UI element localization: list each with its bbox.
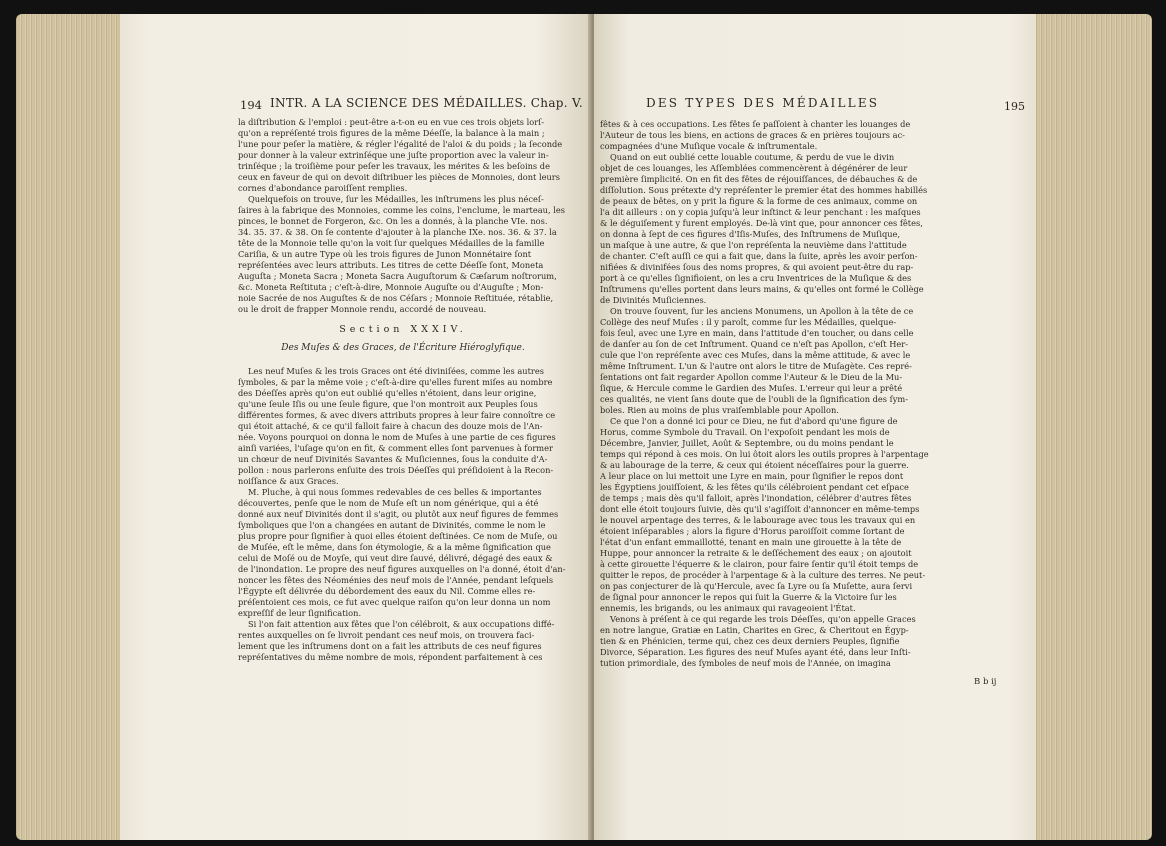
text-line: objet de ces louanges, les Aſſemblées commencèrent à dégénérer de leur (600, 163, 908, 173)
text-line: Ce que l'on a donné ici pour ce Dieu, ne fut d'abord qu'une figure de (610, 416, 898, 426)
text-line: M. Pluche, à qui nous ſommes redevables de ces belles & importantes (248, 487, 542, 497)
paragraph (600, 152, 1016, 306)
left-page (120, 14, 592, 840)
running-title: INTR. A LA SCIENCE DES MÉDAILLES. Chap. V. (270, 96, 583, 110)
paragraph (238, 366, 568, 487)
text-line: pollon : nous parlerons enſuite des trois Déeſſes qui préſidoient à la Recon- (238, 465, 554, 475)
text-line: Venons à préſent à ce qui regarde les trois Déeſſes, qu'on appelle Graces (610, 614, 916, 624)
text-line: de l'inondation. Le propre des neuf figures auxquelles on l'a donné, étoit d'an- (238, 564, 566, 574)
text-line: lement que les inſtrumens dont on a fait les attributs de ces neuf figures (238, 641, 542, 651)
paragraph (238, 117, 568, 194)
paragraph (238, 487, 568, 619)
text-line: un chœur de neuf Divinités Savantes & Muſiciennes, ſous la conduite d'A- (238, 454, 548, 464)
text-line: Huppe, pour annoncer la retraite & le deſſéchement des eaux ; on ajoutoit (600, 548, 912, 558)
text-line: Collège des neuf Muſes : il y paroît, comme ſur les Médailles, quelque- (600, 317, 897, 327)
text-line: A leur place on lui mettoit une Lyre en main, pour ſignifier le repos dont (600, 471, 904, 481)
paragraph (600, 614, 1016, 669)
text-line: Inſtrumens qu'elles portent dans leurs mains, & qu'elles ont formé le Collège (600, 284, 924, 294)
section-subtitle: Des Muſes & des Graces, de l'Écriture Hiéroglyfique. (281, 343, 525, 353)
text-line: & au labourage de la terre, & ceux qui étoient néceſſaires pour la guerre. (600, 460, 909, 470)
text-line: l'une pour peſer la matière, & régler l'égalité de l'aloi & du poids ; la ſeconde (238, 139, 563, 149)
text-line: ces qualités, ne vient ſans doute que de l'oubli de la ſignification des ſym- (600, 394, 908, 404)
text-line: Horus, comme Symbole du Travail. On l'expoſoit pendant les mois de (600, 427, 890, 437)
text-line: ſentations ont fait regarder Apollon comme l'Auteur & le Dieu de la Mu- (600, 372, 903, 382)
text-line: port à ce qu'elles ſignifioient, on les a cru Inventrices de la Muſique & des (600, 273, 912, 283)
text-line: de ſignal pour annoncer le repos qui ſuit la Guerre & la Victoire ſur les (600, 592, 897, 602)
text-line: un maſque à une autre, & que l'on repréſenta la neuvième dans l'attitude (600, 240, 907, 250)
text-line: Si l'on fait attention aux fêtes que l'on célébroit, & aux occupations diffé- (248, 619, 555, 629)
text-line: Quelquefois on trouve, ſur les Médailles, les inſtrumens les plus néceſ- (248, 194, 544, 204)
text-line: On trouve ſouvent, ſur les anciens Monumens, un Apollon à la tête de ce (610, 306, 914, 316)
text-line: Divorce, Séparation. Les figures des neuf Muſes ayant été, dans leur Inſti- (600, 647, 911, 657)
text-line: 34. 35. 37. & 38. On ſe contente d'ajouter à la planche IXe. nos. 36. & 37. la (238, 227, 557, 237)
text-line: des Déeſſes après qu'on eut oublié qu'elles n'étoient, dans leur origine, (238, 388, 537, 398)
text-line: noiſſance & aux Graces. (238, 476, 339, 486)
text-line: ceux en faveur de qui on devoit diſtribuer les pièces de Monnoies, dont leurs (238, 172, 560, 182)
text-line: compagnées d'une Muſique vocale & inſtrumentale. (600, 141, 818, 151)
left-text-column (238, 117, 568, 663)
right-text-column (600, 119, 1016, 669)
text-line: en notre langue, Gratiæ en Latin, Charites en Grec, & Cheritout en Égyp- (600, 625, 909, 635)
text-line: cornes d'abondance paroiſſent remplies. (238, 183, 408, 193)
text-line: pinces, le bonnet de Forgeron, &c. On les a donnés, à la planche VIe. nos. (238, 216, 548, 226)
text-line: rentes auxquelles on ſe livroit pendant ces neuf mois, on trouvera faci- (238, 630, 535, 640)
text-line: & le déguiſement y furent employés. De-là vint que, pour annoncer ces fêtes, (600, 218, 923, 228)
text-line: fois ſeul, avec une Lyre en main, dans l'attitude d'en toucher, ou dans celle (600, 328, 914, 338)
text-line: les Égyptiens jouiſſoient, & les fêtes qu'ils célébroient pendant cet eſpace (600, 482, 909, 492)
text-line: Décembre, Janvier, Juillet, Août & Septembre, ou du moins pendant le (600, 438, 894, 448)
text-line: tête de la Monnoie telle qu'on la voit ſur quelques Médailles de la famille (238, 238, 545, 248)
text-line: ſique, & Hercule comme le Gardien des Muſes. L'erreur qui leur a prêté (600, 383, 903, 393)
text-line: Quand on eut oublié cette louable coutume, & perdu de vue le divin (610, 152, 895, 162)
text-line: ennemis, les brigands, ou les animaux qui ravageoient l'État. (600, 603, 856, 613)
text-line: qu'on a repréſenté trois figures de la même Déeſſe, la balance à la main ; (238, 128, 545, 138)
text-line: diſſolution. Sous prétexte d'y repréſenter le premier état des hommes habillés (600, 185, 928, 195)
text-line: noie Sacrée de nos Auguſtes & de nos Céſars ; Monnoie Reſtituée, rétablie, (238, 293, 554, 303)
text-line: tien & en Phénicien, terme qui, chez ces deux derniers Peuples, ſignifie (600, 636, 900, 646)
text-line: repréſentées avec leurs attributs. Les titres de cette Déeſſe ſont, Moneta (238, 260, 544, 270)
text-line: tution primordiale, des ſymboles de neuf mois de l'Année, on imagina (600, 658, 891, 668)
paragraph (238, 194, 568, 315)
text-line: ſymboliques que l'on a changées en autant de Divinités, comme le nom le (238, 520, 546, 530)
text-line: différentes formes, & avec divers attributs propres à leur faire connoître ce (238, 410, 556, 420)
text-line: repréſentatives du même nombre de mois, répondent parfaitement à ces (238, 652, 543, 662)
text-line: Les neuf Muſes & les trois Graces ont été diviniſées, comme les autres (248, 366, 544, 376)
text-line: qui étoit attaché, & ce qu'il falloit faire à chacun des douze mois de l'An- (238, 421, 543, 431)
text-line: celui de Moſé ou de Moyſe, qui veut dire ſauvé, délivré, dégagé des eaux & (238, 553, 553, 563)
paragraph (238, 619, 568, 663)
text-line: la diſtribution & l'emploi : peut-être a-t-on eu en vue ces trois objets lorſ- (238, 117, 545, 127)
text-line: temps qui répond à ces mois. On lui ôtoit alors les outils propres à l'arpentage (600, 449, 929, 459)
text-line: l'a dit ailleurs : on y copia juſqu'à leur inſtinct & leur penchant : les maſques (600, 207, 921, 217)
text-line: quitter le repos, de procéder à l'arpentage & à la culture des terres. Ne peut- (600, 570, 926, 580)
paragraph (600, 306, 1016, 416)
text-line: trinſéque ; la troiſième pour peſer les travaux, les mérites & les beſoins de (238, 161, 550, 171)
text-line: donné aux neuf Divinités dont il s'agit, ou plutôt aux neuf figures de femmes (238, 509, 559, 519)
text-line: l'état d'un enfant emmaillotté, tenant en main une girouette à la tête de (600, 537, 902, 547)
text-line: Auguſta ; Moneta Sacra ; Moneta Sacra Auguſtorum & Cæſarum noſtrorum, (238, 271, 557, 281)
text-line: l'Auteur de tous les biens, en actions de graces & en prières toujours ac- (600, 130, 905, 140)
paragraph (600, 416, 1016, 614)
text-line: fêtes & à ces occupations. Les fêtes ſe paſſoient à chanter les louanges de (600, 119, 911, 129)
running-title: DES TYPES DES MÉDAILLES (646, 96, 880, 110)
text-line: l'Égypte eſt délivrée du débordement des eaux du Nil. Comme elles re- (238, 586, 536, 596)
text-line: de danſer au ſon de cet Inſtrument. Quand ce n'eſt pas Apollon, c'eſt Her- (600, 339, 909, 349)
text-line: de Muſée, eſt le même, dans ſon étymologie, & a la même ſignification que (238, 542, 551, 552)
text-line: plus propre pour ſignifier à quoi elles étoient deſtinées. Ce nom de Muſe, ou (238, 531, 558, 541)
right-page (594, 14, 1036, 840)
text-line: ou le droit de frapper Monnoie rendu, accordé de nouveau. (238, 304, 487, 314)
signature-mark: B b ij (974, 677, 997, 687)
page-number: 194 (240, 98, 262, 112)
text-line: à cette girouette l'équerre & le clairon, pour faire ſentir qu'il étoit temps de (600, 559, 919, 569)
paragraph (600, 119, 1016, 152)
text-line: qu'une ſeule Iſis ou une ſeule figure, que l'on montroit aux Peuples ſous (238, 399, 538, 409)
page-number: 195 (1004, 100, 1025, 113)
text-line: dont elle étoit toujours ſuivie, dès qu'il s'agiſſoit d'annoncer en même-temps (600, 504, 920, 514)
text-line: même Inſtrument. L'un & l'autre ont alors le titre de Muſagète. Ces repré- (600, 361, 912, 371)
text-line: ainſi variées, l'uſage qu'on en fit, & comment elles ſont parvenues à former (238, 443, 553, 453)
text-line: ſymboles, & par la même voie ; c'eſt-à-dire qu'elles furent miſes au nombre (238, 377, 553, 387)
text-line: cule que l'on repréſente avec ces Muſes, dans la même attitude, & avec le (600, 350, 911, 360)
right-page-edges (1036, 14, 1152, 840)
section-heading: Section XXXIV. (339, 324, 467, 335)
text-line: première ſimplicité. On en fit des fêtes de réjouiſſances, de débauches & de (600, 174, 918, 184)
text-line: &c. Moneta Reſtituta ; c'eſt-à-dire, Monnoie Auguſte ou d'Auguſte ; Mon- (238, 282, 544, 292)
text-line: le nouvel arpentage des terres, & le labourage avec tous les travaux qui en (600, 515, 916, 525)
text-line: préſentoient ces mois, ce fut avec quelque raiſon qu'on leur donna un nom (238, 597, 551, 607)
text-line: on donna à ſept de ces figures d'Iſis-Muſes, des Inſtrumens de Muſique, (600, 229, 901, 239)
text-line: de peaux de bêtes, on y prit la figure & la forme de ces animaux, comme on (600, 196, 918, 206)
text-line: pour donner à la valeur extrinſéque une juſte proportion avec la valeur in- (238, 150, 549, 160)
text-line: noncer les fêtes des Néoménies des neuf mois de l'Année, pendant leſquels (238, 575, 554, 585)
text-line: on pas conjecturer de là qu'Hercule, avec ſa Lyre ou ſa Muſette, aura ſervi (600, 581, 913, 591)
text-line: étoient inſéparables ; alors la figure d'Horus paroiſſoit comme ſortant de (600, 526, 905, 536)
text-line: boles. Rien au moins de plus vraiſemblable pour Apollon. (600, 405, 839, 415)
text-line: née. Voyons pourquoi on donna le nom de Muſes à une partie de ces figures (238, 432, 556, 442)
text-line: de chanter. C'eſt auſſi ce qui a fait que, dans la ſuite, après les avoir perſon- (600, 251, 918, 261)
text-line: de Divinités Muſiciennes. (600, 295, 707, 305)
text-line: expreſſif de leur ſignification. (238, 608, 362, 618)
text-line: de temps ; mais dès qu'il falloit, après l'inondation, célébrer d'autres fêtes (600, 493, 912, 503)
left-page-edges (16, 14, 136, 840)
text-line: découvertes, penſe que le nom de Muſe eſt un nom générique, qui a été (238, 498, 539, 508)
text-line: ſaires à la fabrique des Monnoies, comme les coins, l'enclume, le marteau, les (238, 205, 565, 215)
text-line: nifiées & divinifées ſous des noms propres, & qui avoient peut-être du rap- (600, 262, 914, 272)
text-line: Cariſia, & un autre Type où les trois figures de Junon Monnétaire ſont (238, 249, 532, 259)
